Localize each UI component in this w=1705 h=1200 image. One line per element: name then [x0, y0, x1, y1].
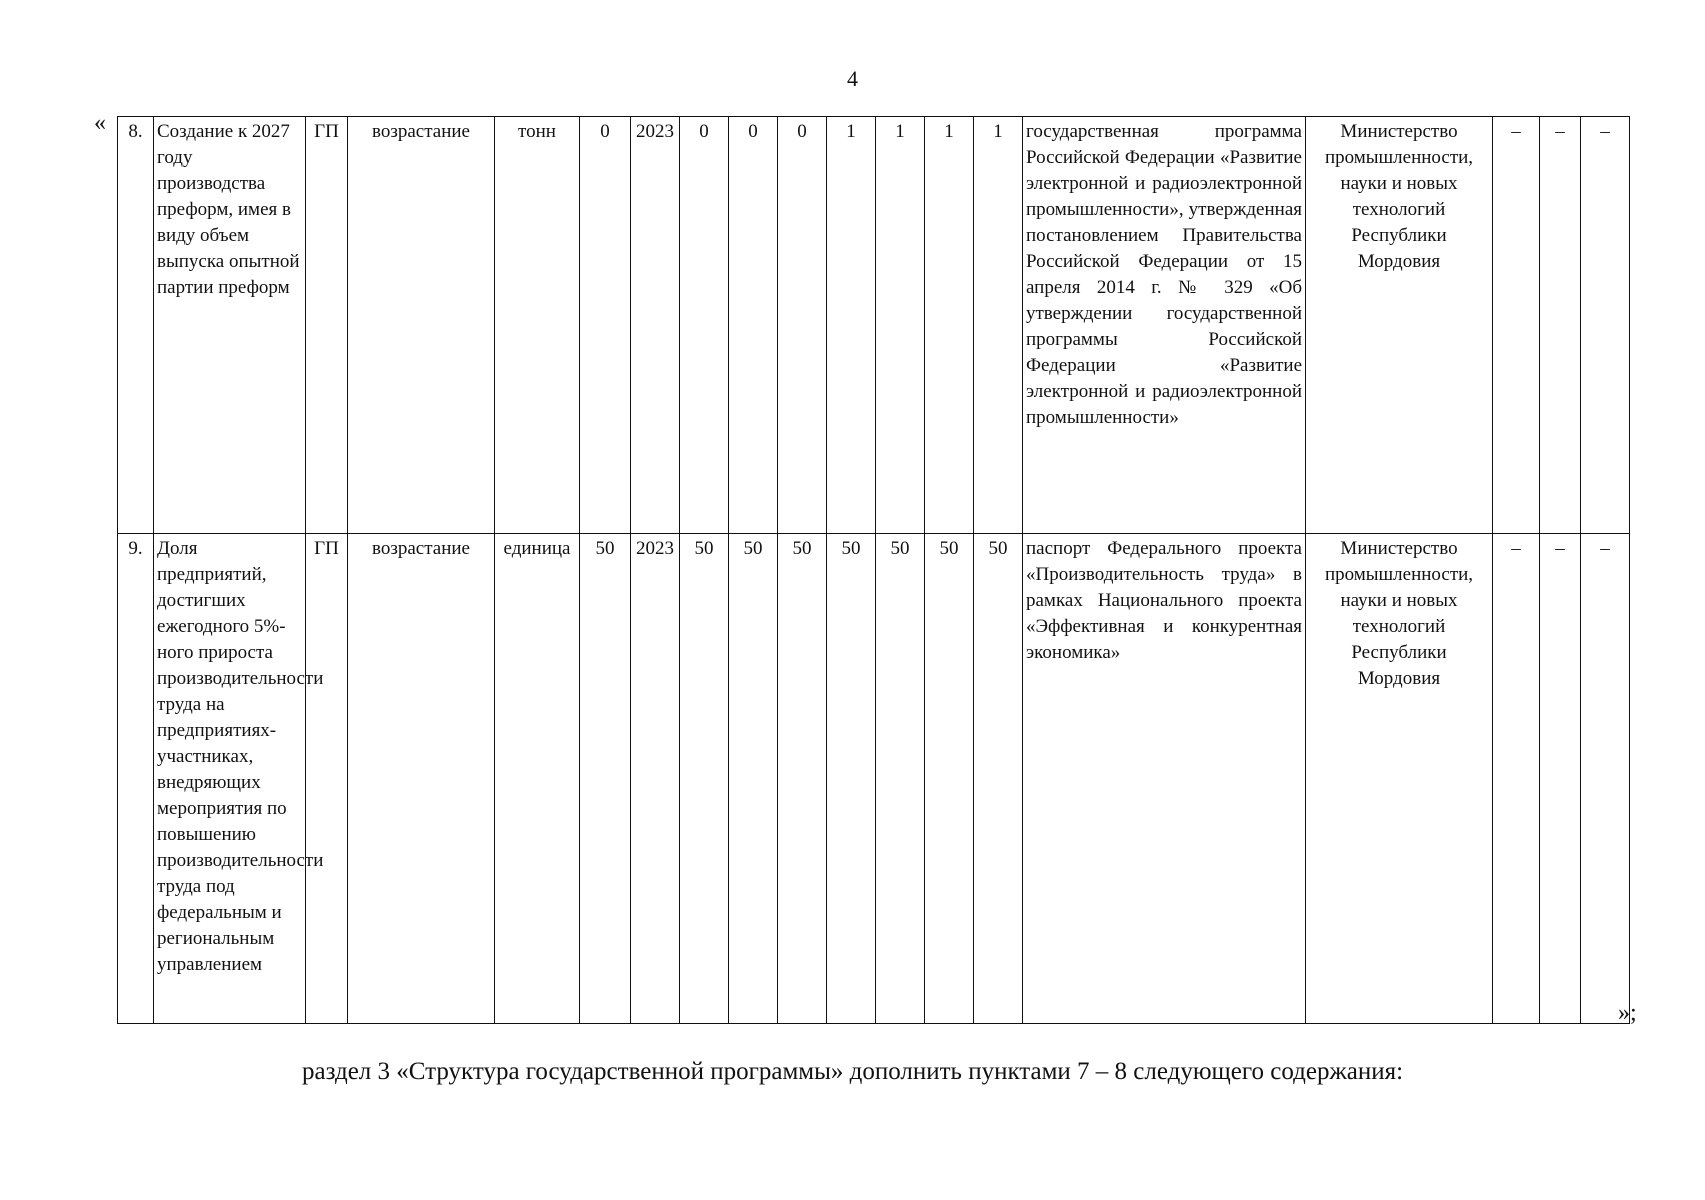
table-row [118, 534, 1630, 1024]
indicator-unit: единица [495, 534, 580, 1024]
year-value: 1 [827, 117, 876, 534]
indicator-direction: возрастание [348, 534, 495, 1024]
base-year: 2023 [631, 534, 680, 1024]
year-value: 50 [974, 534, 1023, 1024]
dash-cell: – [1493, 117, 1540, 534]
year-value: 50 [680, 534, 729, 1024]
dash-cell: – [1540, 117, 1581, 534]
dash-cell: – [1540, 534, 1581, 1024]
indicators-table [117, 116, 1630, 1024]
dash-cell: – [1581, 534, 1630, 1024]
year-value: 1 [876, 117, 925, 534]
responsible-body: Министерство промышленности, науки и новых технологий Республики Мордовия [1306, 534, 1493, 1024]
source-document: паспорт Федерального проекта «Производительность труда» в рамках Национального проекта «Эффективная и конкурентная экономика» [1023, 534, 1306, 1024]
opening-quote: « [94, 110, 106, 136]
dash-cell: – [1493, 534, 1540, 1024]
indicator-level: ГП [306, 117, 348, 534]
row-number: 8. [118, 117, 154, 534]
year-value: 0 [680, 117, 729, 534]
indicator-direction: возрастание [348, 117, 495, 534]
year-value: 50 [729, 534, 778, 1024]
base-value: 50 [580, 534, 631, 1024]
page-number: 4 [847, 66, 858, 91]
table-row [118, 117, 1630, 534]
year-value: 1 [925, 117, 974, 534]
year-value: 50 [876, 534, 925, 1024]
source-document: государственная программа Российской Федерации «Развитие электронной и радиоэлектронной промышленности», утвержденная постановлением Правительства Российской Федерации от 15 апреля 2014 г. № 329 «Об утверждении государственной программы Российской Федерации «Развитие электронной и радиоэлектронной промышленности» [1023, 117, 1306, 534]
closing-quote: »; [1618, 1000, 1637, 1026]
indicator-name: Создание к 2027 году производства преформ, имея в виду объем выпуска опытной партии преформ [154, 117, 306, 534]
body-paragraph: раздел 3 «Структура государственной программы» дополнить пунктами 7 – 8 следующего содержания: [301, 1058, 1404, 1085]
year-value: 50 [778, 534, 827, 1024]
year-value: 50 [827, 534, 876, 1024]
year-value: 0 [778, 117, 827, 534]
responsible-body: Министерство промышленности, науки и новых технологий Республики Мордовия [1306, 117, 1493, 534]
year-value: 50 [925, 534, 974, 1024]
year-value: 1 [974, 117, 1023, 534]
base-year: 2023 [631, 117, 680, 534]
indicator-unit: тонн [495, 117, 580, 534]
indicator-name: Доля предприятий, достигших ежегодного 5%-ного прироста производительности труда на предприятиях-участниках, внедряющих мероприятия по повышению производительности труда под федеральным и региональным управлением [154, 534, 306, 1024]
indicator-level: ГП [306, 534, 348, 1024]
year-value: 0 [729, 117, 778, 534]
base-value: 0 [580, 117, 631, 534]
dash-cell: – [1581, 117, 1630, 534]
row-number: 9. [118, 534, 154, 1024]
